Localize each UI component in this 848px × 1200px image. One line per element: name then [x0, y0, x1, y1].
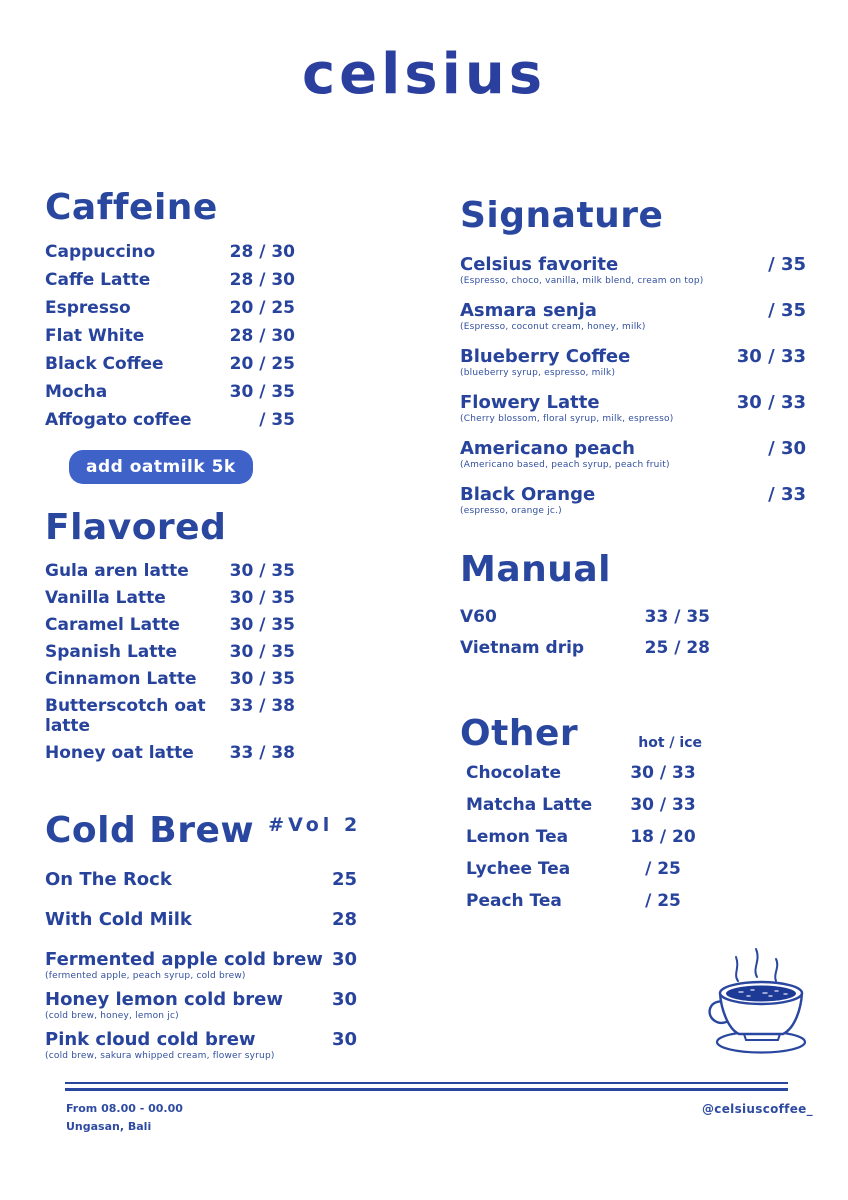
oatmilk-badge: add oatmilk 5k [69, 450, 253, 484]
menu-item-row [45, 1029, 357, 1050]
menu-item [460, 484, 806, 516]
item-price: / 33 [768, 483, 806, 505]
item-name: Lemon Tea [466, 826, 569, 847]
item-price: 30 / 33 [630, 762, 696, 783]
item-name: Vanilla Latte [45, 588, 166, 609]
item-name: Spanish Latte [45, 642, 178, 663]
menu-item [460, 392, 806, 424]
item-price: 30 / 35 [229, 561, 295, 582]
flavored-title: Flavored [45, 506, 227, 548]
item-description: (Cherry blossom, floral syrup, milk, espresso) [460, 413, 674, 424]
menu-item [45, 909, 357, 943]
item-price: 30 / 35 [229, 642, 295, 663]
item-name: On The Rock [45, 868, 172, 890]
menu-item [460, 254, 806, 286]
hot-ice-price-header: hot / ice [638, 734, 702, 751]
brand-logo: celsius [301, 42, 547, 107]
item-price: 18 / 20 [630, 826, 696, 847]
item-price: / 35 [768, 253, 806, 275]
menu-item [460, 300, 806, 332]
other-title: Other [460, 713, 579, 755]
item-name: Matcha Latte [466, 794, 593, 815]
item-name: Fermented apple cold brew [45, 948, 323, 970]
menu-item-row [45, 696, 295, 736]
item-name: With Cold Milk [45, 908, 192, 930]
menu-item-row [45, 949, 357, 970]
section-flavored [45, 508, 385, 764]
item-name: Lychee Tea [466, 858, 571, 879]
menu-item-row [45, 588, 295, 608]
item-price: 30 [331, 988, 357, 1010]
item-price: 30 [331, 948, 357, 970]
menu-item-row [45, 382, 295, 402]
menu-item [45, 1029, 357, 1063]
menu-item-row [460, 638, 710, 658]
menu-item-row [460, 392, 806, 413]
social-handle: @celsiuscoffee_ [702, 1102, 813, 1116]
item-name: Americano peach [460, 437, 635, 459]
item-name: Cinnamon Latte [45, 669, 197, 690]
menu-item-row [45, 669, 295, 689]
menu-item [45, 869, 357, 903]
location: Ungasan, Bali [66, 1120, 152, 1134]
menu-item-row [45, 561, 295, 581]
item-price: 30 / 33 [736, 391, 806, 413]
cold-brew-list [45, 869, 357, 1063]
menu-item-row [45, 298, 295, 318]
menu-item-row [460, 795, 702, 815]
menu-item [460, 346, 806, 378]
item-price: / 30 [768, 437, 806, 459]
item-price: / 35 [259, 409, 295, 430]
item-price: 30 / 35 [229, 588, 295, 609]
caffeine-list [45, 242, 295, 430]
item-description: (Americano based, peach syrup, peach fruit) [460, 459, 670, 470]
item-name: Blueberry Coffee [460, 345, 631, 367]
menu-item-row [460, 484, 806, 505]
menu-item-row [45, 615, 295, 635]
item-name: Black Orange [460, 483, 596, 505]
menu-item-row [45, 642, 295, 662]
item-price: / 35 [768, 299, 806, 321]
signature-list [460, 254, 806, 516]
item-price: 28 / 30 [229, 241, 295, 262]
section-other [460, 714, 806, 911]
menu-item-row [45, 989, 357, 1010]
item-name: Caffe Latte [45, 269, 151, 290]
item-description: (Espresso, choco, vanilla, milk blend, cream on top) [460, 275, 704, 286]
cold-brew-title [45, 811, 385, 851]
item-name: Gula aren latte [45, 561, 189, 582]
item-price: 30 [331, 1028, 357, 1050]
left-column [45, 188, 385, 1069]
menu-item-row [45, 354, 295, 374]
signature-title: Signature [460, 195, 664, 236]
item-name: Mocha [45, 381, 108, 402]
cold-brew-title-text: Cold Brew [45, 810, 255, 852]
menu-item-row [460, 346, 806, 367]
right-column [460, 196, 806, 923]
item-name: V60 [460, 607, 497, 628]
menu-item-row [45, 270, 295, 290]
item-price: 33 / 38 [229, 696, 295, 717]
section-cold-brew [45, 811, 385, 1063]
menu-item-row [460, 254, 806, 275]
menu-item-row [45, 326, 295, 346]
item-price: 25 / 28 [644, 638, 710, 659]
section-caffeine [45, 188, 385, 484]
item-name: Flat White [45, 325, 145, 346]
cold-brew-volume-tag: #Vol 2 [268, 814, 362, 837]
item-name: Butterscotch oat latte [45, 696, 206, 737]
coffee-cup-icon [700, 940, 818, 1062]
menu-item-row [45, 869, 357, 890]
opening-hours: From 08.00 - 00.00 [66, 1102, 183, 1115]
item-description: (fermented apple, peach syrup, cold brew) [45, 970, 246, 981]
item-name: Honey lemon cold brew [45, 988, 283, 1010]
item-price: 33 / 38 [229, 743, 295, 764]
item-price: 25 [331, 868, 357, 890]
menu-item [460, 438, 806, 470]
item-price: 20 / 25 [229, 297, 295, 318]
manual-list [460, 607, 710, 658]
item-description: (cold brew, honey, lemon jc) [45, 1010, 179, 1021]
item-description: (cold brew, sakura whipped cream, flower syrup) [45, 1050, 275, 1061]
item-price: / 25 [645, 890, 681, 911]
item-name: Flowery Latte [460, 391, 600, 413]
menu-item [45, 949, 357, 983]
menu-item-row [460, 859, 702, 879]
menu-item-row [45, 909, 357, 930]
section-signature [460, 196, 806, 516]
footer-divider [65, 1082, 788, 1091]
item-description: (Espresso, coconut cream, honey, milk) [460, 321, 646, 332]
menu-item-row [460, 300, 806, 321]
item-name: Vietnam drip [460, 638, 585, 659]
item-price: 30 / 35 [229, 381, 295, 402]
item-description: (espresso, orange jc.) [460, 505, 562, 516]
footer-info [66, 1100, 183, 1136]
other-list [460, 763, 702, 911]
item-name: Chocolate [466, 762, 561, 783]
item-description: (blueberry syrup, espresso, milk) [460, 367, 616, 378]
item-price: 28 [331, 908, 357, 930]
item-name: Caramel Latte [45, 615, 180, 636]
menu-item-row [460, 438, 806, 459]
other-heading-row [460, 714, 702, 754]
item-name: Espresso [45, 297, 131, 318]
item-price: 20 / 25 [229, 353, 295, 374]
section-manual [460, 550, 806, 659]
item-price: 30 / 35 [229, 615, 295, 636]
caffeine-title: Caffeine [45, 187, 218, 228]
item-price: 33 / 35 [644, 607, 710, 628]
menu-item-row [45, 242, 295, 262]
item-name: Black Coffee [45, 353, 164, 374]
menu-item-row [460, 827, 702, 847]
item-price: 30 / 33 [736, 345, 806, 367]
flavored-list [45, 561, 295, 763]
item-name: Honey oat latte [45, 743, 194, 764]
item-price: 30 / 33 [630, 794, 696, 815]
item-price: / 25 [645, 858, 681, 879]
item-price: 28 / 30 [229, 269, 295, 290]
item-name: Cappuccino [45, 241, 156, 262]
item-name: Peach Tea [466, 890, 562, 911]
item-name: Pink cloud cold brew [45, 1028, 256, 1050]
item-name: Affogato coffee [45, 409, 192, 430]
item-name: Celsius favorite [460, 253, 619, 275]
manual-title: Manual [460, 548, 612, 590]
item-price: 28 / 30 [229, 325, 295, 346]
menu-item-row [460, 763, 702, 783]
menu-item-row [45, 410, 295, 430]
item-price: 30 / 35 [229, 669, 295, 690]
menu-item-row [460, 607, 710, 627]
menu-item-row [45, 743, 295, 763]
menu-item [45, 989, 357, 1023]
menu-item-row [460, 891, 702, 911]
item-name: Asmara senja [460, 299, 597, 321]
